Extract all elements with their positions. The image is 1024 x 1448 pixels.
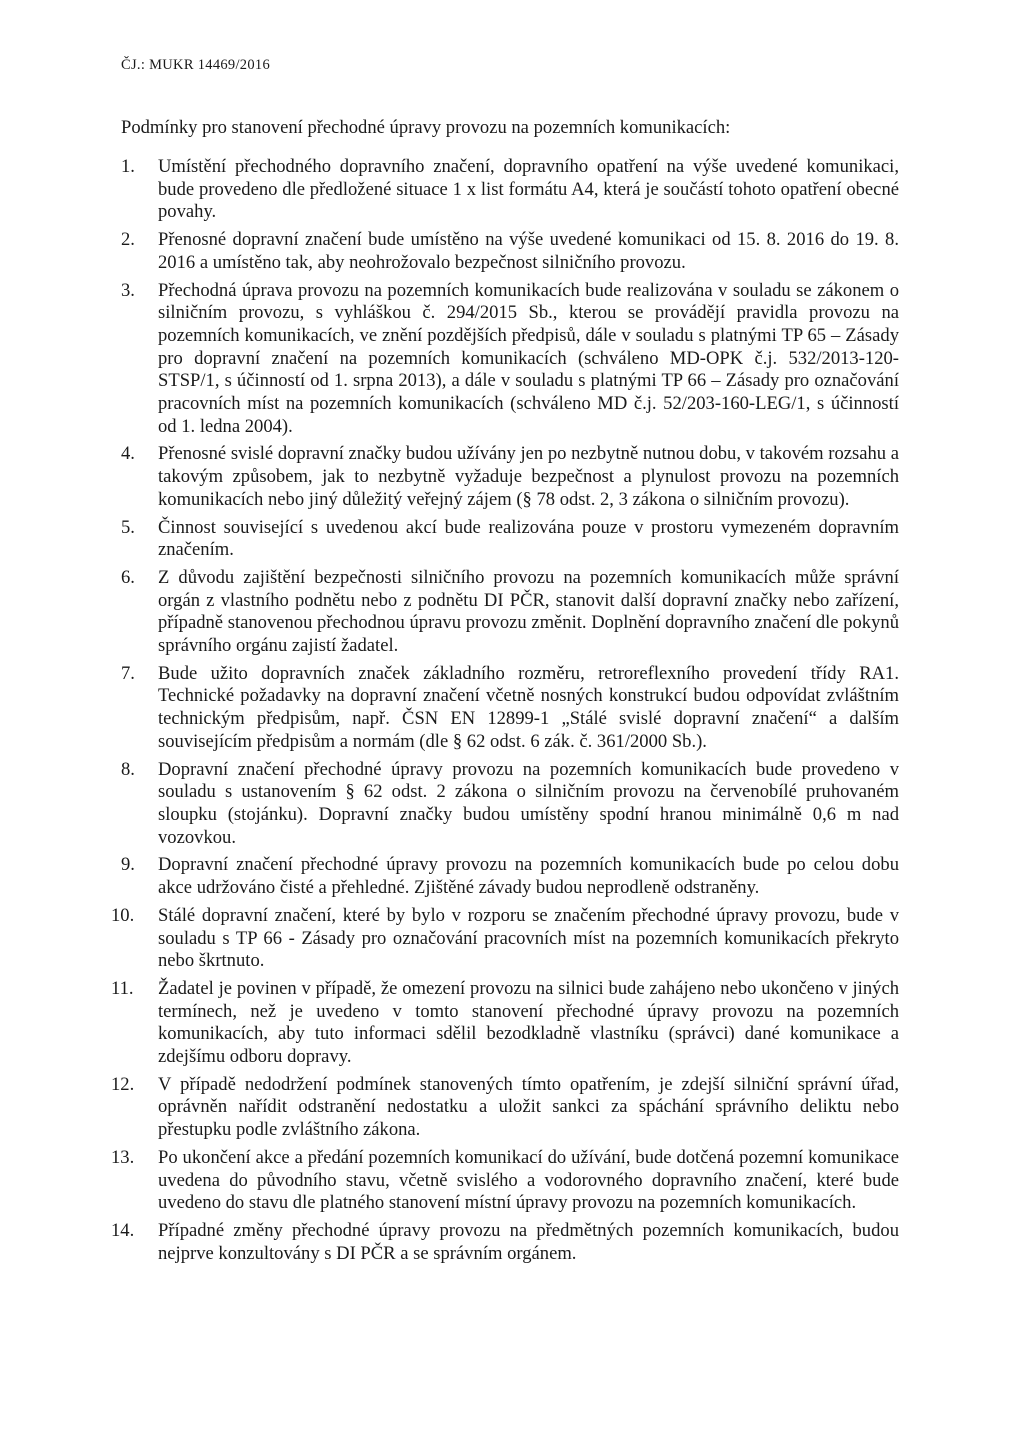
condition-text: Dopravní značení přechodné úpravy provozu na pozemních komunikacích bude po celou dobu akce udržováno čisté a přehledné. Zjištěné závady budou neprodleně odstraněny. [158, 854, 899, 899]
condition-item [121, 759, 899, 850]
condition-item [121, 663, 899, 754]
condition-item [121, 229, 899, 274]
condition-item [111, 1073, 899, 1142]
condition-number: 3. [121, 279, 135, 301]
condition-text: Stálé dopravní značení, které by bylo v rozporu se značením přechodné úpravy provozu, bude v souladu s TP 66 - Zásady pro označování pracovních míst na pozemních komunikacích překryto nebo škrtnuto. [158, 904, 899, 972]
condition-number: 5. [121, 516, 135, 538]
condition-number: 10. [111, 904, 135, 926]
condition-number: 12. [111, 1073, 135, 1095]
condition-text: Přenosné svislé dopravní značky budou užívány jen po nezbytně nutnou dobu, v takovém rozsahu a takovým způsobem, jak to nezbytně vyžaduje bezpečnost a plynulost provozu na pozemních komunikacích nebo jiný důležitý veřejný zájem (§ 78 odst. 2, 3 zákona o silničním provozu). [158, 443, 899, 510]
condition-number: 9. [121, 854, 135, 876]
condition-number: 2. [121, 229, 135, 251]
condition-number: 7. [121, 662, 135, 684]
condition-item [121, 443, 899, 511]
condition-item [111, 904, 899, 973]
condition-text: Případné změny přechodné úpravy provozu na předmětných pozemních komunikacích, budou nejprve konzultovány s DI PČR a se správním orgánem. [158, 1219, 899, 1264]
conditions-list [111, 156, 899, 1265]
condition-number: 8. [121, 758, 135, 780]
condition-text: Přenosné dopravní značení bude umístěno na výše uvedené komunikaci od 15. 8. 2016 do 19. 8. 2016 a umístěno tak, aby neohrožovalo bezpečnost silničního provozu. [158, 229, 899, 273]
reference-number: ČJ.: MUKR 14469/2016 [121, 57, 271, 73]
condition-item [111, 1219, 899, 1265]
condition-number: 11. [111, 977, 134, 999]
condition-text: Bude užito dopravních značek základního rozměru, retroreflexního provedení třídy RA1. Technické požadavky na dopravní značení včetně nosných konstrukcí budou odpovídat zvláštním technickým předpisům, např. ČSN EN 12899-1 „Stálé svislé dopravní značení“ a dalším souvisejícím předpisům a normám (dle § 62 odst. 6 zák. č. 361/2000 Sb.). [158, 662, 899, 752]
condition-item [121, 280, 899, 439]
condition-text: V případě nedodržení podmínek stanovených tímto opatřením, je zdejší silniční správní úřad, oprávněn nařídit odstranění nedostatku a uložit sankci za spáchání správního deliktu nebo přestupku podle zvláštního zákona. [158, 1073, 899, 1141]
condition-item [111, 977, 899, 1069]
condition-text: Činnost související s uvedenou akcí bude realizována pouze v prostoru vymezeném dopravním značením. [158, 516, 899, 561]
conditions-heading: Podmínky pro stanovení přechodné úpravy provozu na pozemních komunikacích: [121, 117, 731, 138]
condition-item [121, 517, 899, 562]
condition-item [111, 1146, 899, 1215]
condition-number: 13. [111, 1146, 135, 1168]
condition-text: Z důvodu zajištění bezpečnosti silničního provozu na pozemních komunikacích může správní orgán z vlastního podnětu nebo z podnětu DI PČR, stanovit další dopravní značky nebo zařízení, případně stanovenou přechodnou úpravu provozu změnit. Doplnění dopravního značení dle pokynů správního orgánu zajistí žadatel. [158, 566, 899, 657]
condition-item [121, 156, 899, 224]
condition-number: 14. [111, 1219, 135, 1241]
condition-number: 1. [121, 156, 135, 177]
condition-number: 4. [121, 443, 135, 465]
condition-text: Dopravní značení přechodné úpravy provozu na pozemních komunikacích bude provedeno v souladu s ustanovením § 62 odst. 2 zákona o silničním provozu na červenobílé pruhovaném sloupku (stojánku). Dopravní značky budou umístěny spodní hranou minimálně 0,6 m nad vozovkou. [158, 758, 899, 848]
condition-item [121, 567, 899, 658]
condition-number: 6. [121, 566, 135, 588]
condition-text: Žadatel je povinen v případě, že omezení provozu na silnici bude zahájeno nebo ukončeno v jiných termínech, než je uvedeno v tomto stanovení přechodné úpravy provozu na pozemních komunikacích, aby tuto informaci sdělil bezodkladně vlastníku (správci) dané komunikace a zdejšímu odboru dopravy. [158, 977, 899, 1068]
condition-item [121, 854, 899, 899]
condition-text: Umístění přechodného dopravního značení, dopravního opatření na výše uvedené komunikaci, bude provedeno dle předložené situace 1 x list formátu A4, která je součástí tohoto opatření obecné povahy. [158, 156, 899, 223]
condition-text: Přechodná úprava provozu na pozemních komunikacích bude realizována v souladu se zákonem o silničním provozu, s vyhláškou č. 294/2015 Sb., kterou se provádějí pravidla provozu na pozemních komunikacích, ve znění pozdějších předpisů, dále v souladu s platnými TP 65 – Zásady pro dopravní značení na pozemních komunikacích (schváleno MD-OPK č.j. 532/2013-120-STSP/1, s účinností od 1. srpna 2013), a dále v souladu s platnými TP 66 – Zásady pro označování pracovních míst na pozemních komunikacích (schváleno MD č.j. 52/203-160-LEG/1, s účinností od 1. ledna 2004). [158, 279, 899, 437]
condition-text: Po ukončení akce a předání pozemních komunikací do užívání, bude dotčená pozemní komunikace uvedena do původního stavu, včetně svislého a vodorovného dopravního značení, které bude uvedeno do stavu dle platného stanovení místní úpravy provozu na pozemních komunikacích. [158, 1146, 899, 1214]
